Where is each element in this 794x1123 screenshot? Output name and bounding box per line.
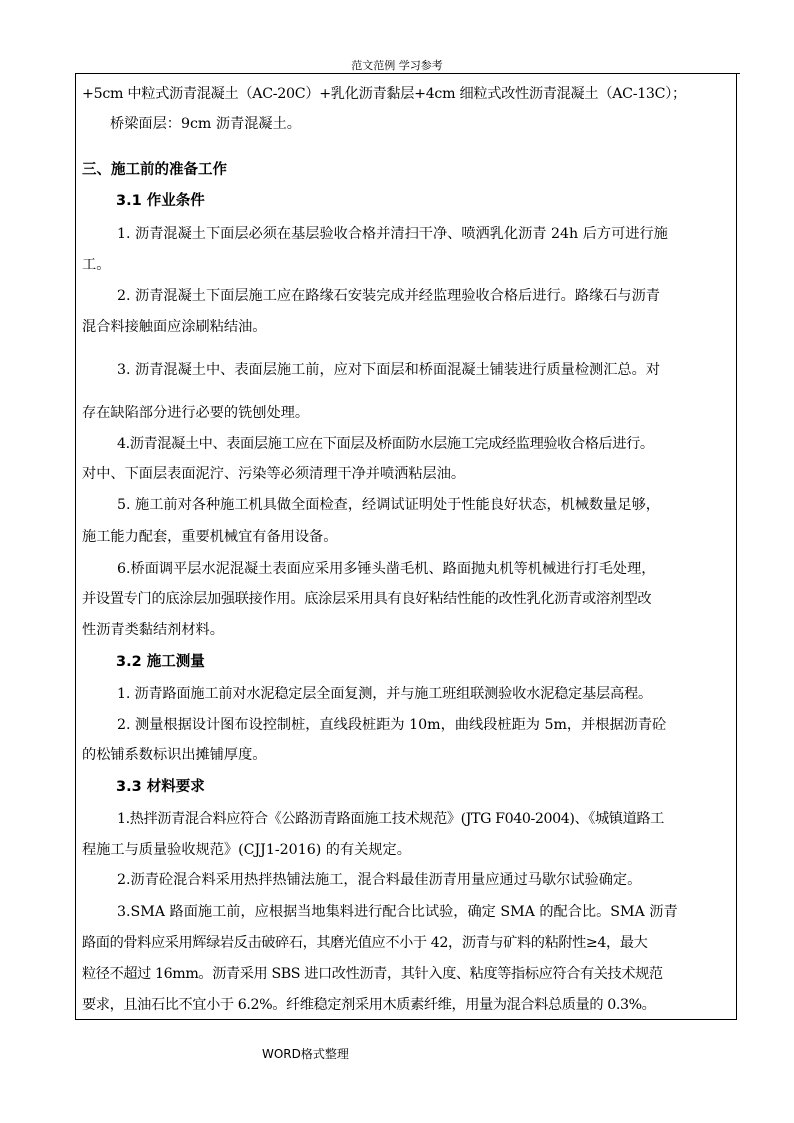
s31-para2-line1: 2. 沥青混凝土下面层施工应在路缘石安装完成并经监理验收合格后进行。路缘石与沥青 [117,288,660,304]
s33-para3-line1: 3.SMA 路面施工前，应根据当地集料进行配合比试验，确定 SMA 的配合比。SMA 沥青 [117,904,678,920]
s33-para3-line2: 路面的骨料应采用辉绿岩反击破碎石，其磨光值应不小于 42，沥青与矿料的粘附性≥4，最大 [82,935,648,951]
bridge-deck-line: 桥梁面层：9cm 沥青混凝土。 [110,116,301,132]
section-3-3-title: 3.3 材料要求 [116,779,205,795]
s33-para3-line4: 要求，且油石比不宜小于 6.2%。纤维稳定剂采用木质素纤维，用量为混合料总质量的 0.3%。 [82,997,656,1013]
s31-para6-line1: 6.桥面调平层水泥混凝土表面应采用多锤头凿毛机、路面抛丸机等机械进行打毛处理， [117,561,656,577]
s31-para5-line2: 施工能力配套，重要机械宜有备用设备。 [82,529,338,545]
s33-para2: 2.沥青砼混合料采用热拌热铺法施工，混合料最佳沥青用量应通过马歇尔试验确定。 [117,872,642,888]
s31-para3-line2: 存在缺陷部分进行必要的铣刨处理。 [82,405,310,421]
s32-para2-line2: 的松铺系数标识出摊铺厚度。 [82,747,267,763]
s31-para3-line1: 3. 沥青混凝土中、表面层施工前，应对下面层和桥面混凝土铺装进行质量检测汇总。对 [117,362,660,378]
s31-para4-line2: 对中、下面层表面泥泞、污染等必须清理干净并喷洒粘层油。 [82,466,466,482]
s31-para1-line2: 工。 [82,257,111,273]
s31-para4-line1: 4.沥青混凝土中、表面层施工应在下面层及桥面防水层施工完成经监理验收合格后进行。 [117,436,654,452]
page-header: 范文范例 学习参考 [351,59,443,72]
s33-para3-line3: 粒径不超过 16mm。沥青采用 SBS 进口改性沥青，其针入度、粘度等指标应符合有关技术规范 [82,966,663,982]
section-3-2-title: 3.2 施工测量 [116,654,205,670]
s31-para5-line1: 5. 施工前对各种施工机具做全面检查，经调试证明处于性能良好状态，机械数量足够， [117,497,660,513]
section-3-title: 三、施工前的准备工作 [82,162,227,178]
s31-para6-line3: 性沥青类黏结剂材料。 [82,622,224,638]
s31-para6-line2: 并设置专门的底涂层加强联接作用。底涂层采用具有良好粘结性能的改性乳化沥青或溶剂型改 [82,591,652,607]
section-3-1-title: 3.1 作业条件 [116,193,205,209]
s33-para1-line1: 1.热拌沥青混合料应符合《公路沥青路面施工技术规范》(JTG F040-2004)、《城镇道路工 [117,811,664,827]
s33-para1-line2: 程施工与质量验收规范》(CJJ1-2016) 的有关规定。 [82,842,411,858]
s32-para1: 1. 沥青路面施工前对水泥稳定层全面复测，并与施工班组联测验收水泥稳定基层高程。 [117,686,652,702]
s32-para2-line1: 2. 测量根据设计图布设控制桩，直线段桩距为 10m，曲线段桩距为 5m，并根据沥青砼 [117,717,667,733]
s31-para1-line1: 1. 沥青混凝土下面层必须在基层验收合格并清扫干净、喷洒乳化沥青 24h 后方可进行施 [117,226,668,242]
page-footer: WORD格式整理 [262,1047,349,1061]
s31-para2-line2: 混合料接触面应涂刷粘结油。 [82,319,267,335]
surface-layers-line: +5cm 中粒式沥青混凝土（AC-20C）+乳化沥青黏层+4cm 细粒式改性沥青混凝土（AC-13C）； [82,86,686,102]
